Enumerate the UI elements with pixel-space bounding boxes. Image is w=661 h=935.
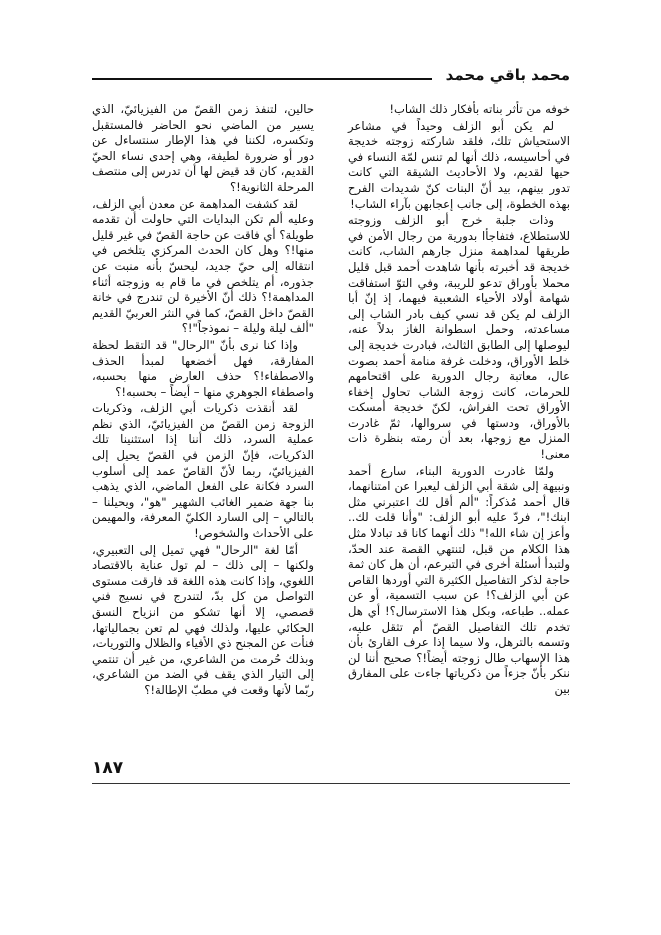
paragraph: حالين، لتنفذ زمن القصّ من الفيزيائيّ، الذي يسير من الماضي نحو الحاضر فالمستقبل وتكسره، لكننا في هذا الإطار سنتساءل عن دور أو ضرورة لطيفة، وهي إحدى نساء الحيّ القديم، كان قد قيض لها أن تدرس إلى منتصف المرحلة الثانوية!؟ [92, 102, 314, 194]
page-number: ١٨٧ [92, 758, 124, 778]
paragraph: وإذا كنا نرى بأنّ "الرحال" قد التقط لحظة المفارقة، فهل أخضعها لمبدأ الحذف والاصطفاء!؟ حذف العارض منها بحسبه، واصطفاء الجوهري منها – أيضاً – بحسبه!؟ [92, 337, 314, 399]
paragraph: لقد كشفت المداهمة عن معدن أبي الزلف، وعليه ألم تكن البدايات التي حاولت أن تقدمه طويلة؟ أي فاقت عن حاجة القصّ في غير قليل منها!؟ وهل كان الحدث المركزي يتلخص في انتقاله إلى حيّ جديد، ليحسّ بأنه منبت عن جذوره، أم يتلخص في ما قام به وزوجته أثناء المداهمة!؟ ذلك أنّ الأخيرة لن تندرج في خانة القصّ داخل القصّ، كما في النثر العربيّ القديم "ألف ليلة وليلة – نموذجاً"!؟ [92, 196, 314, 336]
paragraph: لقد أنقذت ذكريات أبي الزلف، وذكريات الزوجة زمن القصّ من الفيزيائيّ، الذي نظم عملية السرد، ذلك أننا إذا استثنينا تلك الذكريات، فإنّ الزمن في القصّ يحيل إلى الفيزيائيّ، ربما لأنّ القاصّ عمد إلى أسلوب السرد فكانة على الفعل الماضي، الذي يذهب بنا جهة ضمير الغائب الشهير "هو"، ويحيلنا – بالتالي – إلى السارد الكليّ المعرفة، والمهيمن على الأحداث والشخوص! [92, 401, 314, 541]
paragraph: أمّا لغة "الرحال" فهي تميل إلى التعبيري، ولكنها – إلى ذلك – لم تول عناية بالاقتصاد اللغوي، وإذا كانت هذه اللغة قد فارقت مستوى التواصل من كل بدّ، لتندرج في نسيج فني قصصي، إلا أنها تشكو من انزياح النسق الحكائي عليها، ولذلك فهي لم تعن بجمالياتها، فنأت عن المجنح ذي الأفياء والظلال والتوريات، وبذلك حُرمت من الشاعري، من غير أن تنتمي إلى التيار الذي يقف في الضد من الشاعري، ربّما لأنها وقعت في مطبّ الإطالة!؟ [92, 542, 314, 697]
footer-rule [92, 783, 570, 784]
paragraph: ولمّا غادرت الدورية البناء، سارع أحمد ونبيهة إلى شقة أبي الزلف ليعبرا عن امتنانهما، قال أحمد مُذكراً: "ألم أقل لك اعتبرني مثل ابنك!"، فردّ عليه أبو الزلف: "وأنا قلت لك.. وأعز إن شاء الله!" ذلك أنهما كانا قد تبادلا مثل هذا الكلام من قبل، لتنتهي القصة عند الحدّ، ولتبدأ أسئلة أخرى في التبرعم، أن هل كان ثمة حاجة لذكر التفاصيل الكثيرة التي أوردها القاص عن أبي الزلف؟! عن سبب التسمية، أو عن عمله.. طباعه، وبكل هذا الاسترسال؟! أي هل تخدم تلك التفاصيل القصّ أم تثقل عليه، وتسمه بالترهل، ولا سيما إذا عرف القارئ بأن هذا الإسهاب طال زوجته أيضاً!؟ صحيح أننا لن ننكر بأنّ جزءاً من ذكرياتها جاءت على المفارق بين [348, 463, 570, 696]
paragraph: خوفه من تأثر بناته بأفكار ذلك الشاب! [389, 102, 570, 116]
paragraph: لم يكن أبو الزلف وحيداً في مشاعر الاستحياش تلك، فلقد شاركته زوجته خديجة في أحاسيسه، ذلك أنها لم تنس لمّة النساء في حيها لقديم، ولا الأحاديث الشيقة التي كانت تدور بينهم، بيد أنّ البنات كنّ شديدات الفرح بهذه الخطوة، إلى جانب إعجابهن بآراء الشاب! [348, 118, 570, 211]
paragraph: وذات جلبة خرج أبو الزلف وزوجته للاستطلاع، فتفاجأا بدورية من رجال الأمن في طريقها لمداهمة منزل جارهم الشاب، كانت خديجة قد أخبرته بأنها شاهدت أحمد قبل قليل محملا بأوراق تدعو للريبة، وفي التوّ استفاقت شهامة أولاد الأحياء الشعبية فيهما، إذ إنّ أبا الزلف لم يكن قد نسي كيف بادر الشاب إلى مساعدته، وحمل اسطوانة الغاز بدلاً عنه، ليوصلها إلى الطابق الثالث، فبادرت خديجة إلى خلط الأوراق، ودخلت غرفة منامة أحمد بصوت عال، معاتبة رجال الدورية على اقتحامهم للحرمات، كانت زوجة الشاب تحاول إخفاء الأوراق تحت الفراش، لكنّ خديجة أمسكت بالأوراق، ودستها في سروالها، ثمّ غادرت المنزل مع زوجها، بعد أن رمته بنظرة ذات معنى! [348, 213, 570, 462]
author-name: محمد باقي محمد [445, 66, 570, 84]
header-rule [92, 78, 432, 80]
left-column [92, 102, 314, 700]
right-column [348, 102, 570, 699]
running-header [92, 64, 570, 94]
